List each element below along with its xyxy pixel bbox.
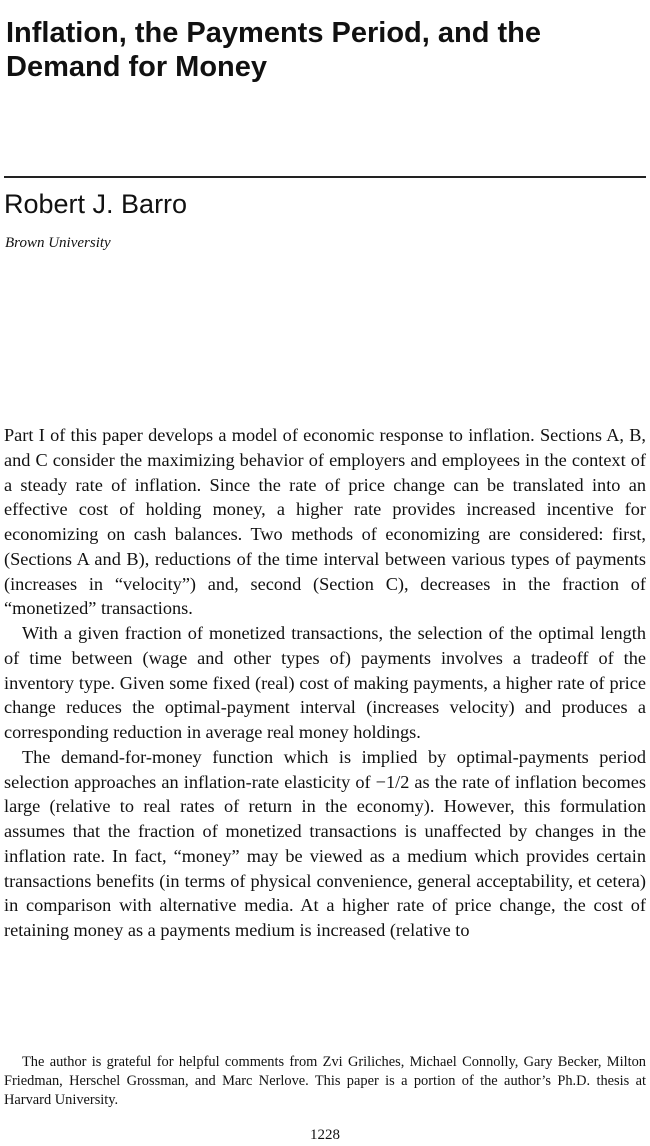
body-paragraph-2: With a given fraction of monetized transactions, the selection of the optimal length of time between (wage and other types of) payments involves a tradeoff of the inventory type. Given some fixed (real) cost of making payments, a higher rate of price change reduces the optimal-payment interval (increases velocity) and produces a corresponding reduction in average real money holdings. [4,623,646,742]
page-number: 1228 [310,1127,340,1143]
title-rule [4,176,646,178]
footnote-text: The author is grateful for helpful comments from Zvi Griliches, Michael Connolly, Gary Becker, Milton Friedman, Herschel Grossman, and Marc Nerlove. This paper is a portion of the author’s Ph.D. thesis at Harvard University. [4,1054,646,1108]
article-body [4,423,646,943]
author-name: Robert J. Barro [4,189,188,219]
acknowledgement-footnote [4,1053,646,1110]
author-affiliation: Brown University [5,235,111,251]
body-paragraph-1: Part I of this paper develops a model of economic response to inflation. Sections A, B, and C consider the maximizing behavior of employers and employees in the context of a steady rate of inflation. Since the rate of price change can be translated into an effective cost of holding money, a higher rate provides increased incentive for economizing on cash balances. Two methods of economizing are considered: first, (Sections A and B), reductions of the time interval between various types of payments (increases in “velocity”) and, second (Section C), decreases in the fraction of “monetized” transactions. [4,425,646,619]
article-title: Inflation, the Payments Period, and the Demand for Money [6,17,541,83]
body-paragraph-3: The demand-for-money function which is implied by optimal-payments period selection approaches an inflation-rate elasticity of −1/2 as the rate of inflation becomes large (relative to real rates of return in the economy). However, this formulation assumes that the fraction of monetized transactions is unaffected by changes in the inflation rate. In fact, “money” may be viewed as a medium which provides certain transactions benefits (in terms of physical convenience, general acceptability, et cetera) in comparison with alternative media. At a higher rate of price change, the cost of retaining money as a payments medium is increased (relative to [4,746,646,940]
